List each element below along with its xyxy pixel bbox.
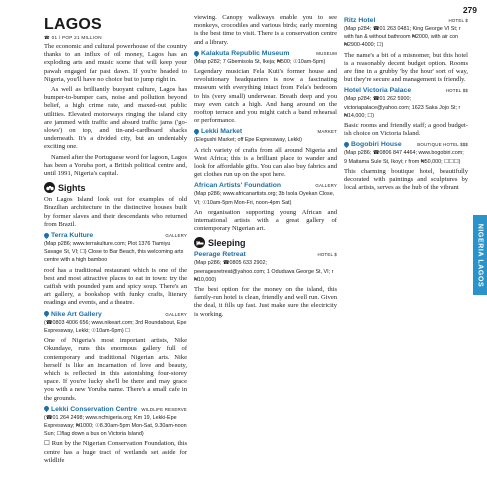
map-pin-icon — [344, 141, 350, 148]
chapter-side-tab — [473, 215, 487, 295]
sights-heading — [44, 182, 187, 193]
column-2 — [194, 14, 337, 479]
listing-description: ☐ Run by the Nigerian Conservation Foundation, this centre has a huge tract of wetlands set aside for wildlife — [44, 440, 187, 464]
listing-info: (Map p286; www.terrakulture.com; Plot 1376 Tiamiyu Savage St, VI; ☐) Close to Bar Beach, this welcoming arts centre with a high bamboo — [44, 241, 184, 264]
chapter-side-tab-label: NIGERIA LAGOS — [476, 223, 484, 287]
continued-text: viewing. Canopy walkways enable you to see monkeys, crocodiles and various birds; early morning is the best time to visit. There is a conservation centre and a library. — [194, 14, 337, 46]
listing-description: Legendary musician Fela Kuti's former house and revolutionary headquarters is now a fascinating museum with everything intact from Fela's bedroom to his (very small) underwear. Breath deep and you may even catch a high. And hang around on the rooftop terrace and you might catch a band rehearsal or performance. — [194, 68, 337, 125]
listing-category: GALLERY — [315, 183, 337, 189]
listing-name[interactable]: Peerage Retreat — [194, 251, 246, 259]
listing-description: One of Nigeria's most important artists, Nike Okundaye, runs this enormous gallery full of contemporary and traditional Nigerian arts. Nike herself is like an incarnation of love and beauty, which is reflected in this astonishing four-storey space. If you're lucky she'll be there and may grace you with a new Yoruba name. There's a small cafe in the grounds. — [44, 337, 187, 402]
listing-description: Basic rooms and friendly staff; a good budget-ish choice on Victoria Island. — [344, 122, 468, 138]
listing-description: roof has a traditional restaurant which is one of the best and most attractive places to eat in town: try the catfish with pounded yam and spicy soup. There's an art gallery, a bookshop with funky crafts, literary readings and events, and a theatre. — [44, 266, 187, 307]
listing-info: (Map p282; 7 Gbemisola St, Ikeja; ₦500; ☉10am-5pm) — [194, 58, 326, 65]
listing — [44, 232, 187, 308]
listing-name[interactable]: Lekki Conservation Centre — [44, 406, 137, 414]
map-pin-icon — [44, 310, 50, 317]
listing-category: GALLERY — [165, 311, 187, 317]
listing-name[interactable]: Kalakuta Republic Museum — [194, 50, 289, 58]
listing — [194, 251, 337, 318]
listing-category: GALLERY — [165, 233, 187, 239]
listing-description: The best option for the money on the island, this family-run hotel is clean, friendly and well run. Given the deal, it fills up fast. Just make sure the electricity is working. — [194, 286, 337, 318]
listing-description: The name's a bit of a misnomer, but this hotel is a reasonably decent budget option. Rooms are fine in a grubby 'by the hour' sort of way, but they're secure and management is friendly. — [344, 51, 468, 84]
listing-name[interactable]: Nike Art Gallery — [44, 311, 102, 319]
binoculars-icon — [44, 182, 55, 193]
listing-info: (Elegushi Market; off Epe Expressway, Lekki) — [194, 137, 302, 144]
bed-icon — [194, 237, 205, 248]
intro-paragraph: The economic and cultural powerhouse of the country thanks to an influx of oil money, Lagos has an exploding arts and music scene that will keep your pawah engaged far past dawn. If you're headed to Nigeria, you'll have no choice but to jump right in. — [44, 43, 187, 83]
listing-info: (Map p286; www.africanartists.org; 3b Isola Oyekan Close, VI; ☉10am-5pm Mon-Fri, noon-4pm Sat) — [194, 191, 335, 206]
listing-name[interactable]: African Artists' Foundation — [194, 182, 282, 190]
listing-category: HOTEL $ — [317, 252, 337, 258]
listing-info: (Map p286; ☎0806 847 4464; www.bogobiri.com; 9 Maitama Sule St, Ikoyi; r from ₦50,000; ☐☐☐) — [344, 150, 464, 165]
listing-info: (Map p286; ☎0805 633 2902; peeragesretreat@yahoo.com; 1 Oduduwa George St, VI; r ₦10,000) — [194, 260, 334, 283]
listing-info: (☎01 264 2498; www.ncfnigeria.org; Km 19, Lekki-Epe Expressway; ₦1000; ☉8.30am-5pm Mon-Sat, 9.30am-noon Sun; ☐flag down a bus on Victoria Island) — [44, 414, 187, 438]
column-3 — [344, 14, 468, 479]
listing-category: MARKET — [317, 129, 337, 135]
page-number: 279 — [462, 5, 477, 15]
intro-paragraph: Named after the Portuguese word for lagoon, Lagos has been a Yoruba port, a British political centre and, until 1991, Nigeria's capital. — [44, 153, 187, 178]
listing-info: (☎0803 4006 656; www.nikeart.com; 3rd Roundabout, Epe Expressway, Lekki; ☉10am-6pm) ☐ — [44, 319, 187, 334]
listing-name[interactable]: Hotel Victoria Palace — [344, 87, 412, 95]
listing — [194, 50, 337, 126]
listing — [344, 141, 468, 192]
map-pin-icon — [44, 405, 50, 412]
sights-title: Sights — [58, 182, 86, 193]
listing — [344, 87, 468, 138]
listing-name[interactable]: Bogobiri House — [344, 141, 402, 149]
listing-category: HOTEL $$ — [445, 88, 468, 94]
listing-category: MUSEUM — [316, 50, 337, 56]
listing-category: HOTEL $ — [448, 18, 468, 23]
city-title: LAGOS — [44, 16, 102, 33]
map-pin-icon — [194, 128, 200, 135]
listing-name[interactable]: Ritz Hotel — [344, 17, 376, 24]
listing-description: A rich variety of crafts from all around Nigeria and West Africa; this is a brilliant place to wander and look for affordable gifts. You can also buy fabrics and get clothes run up on the spot here. — [194, 146, 337, 179]
listing — [44, 406, 187, 465]
listing — [194, 182, 337, 233]
listing — [344, 17, 468, 84]
listing-name[interactable]: Terra Kulture — [44, 232, 93, 240]
listing-description: An organisation supporting young African and international artists with a great gallery of contemporary Nigerian art. — [194, 208, 337, 233]
listing — [194, 128, 337, 179]
listing-category: WILDLIFE RESERVE — [141, 406, 187, 412]
population-line: ☎ 01 / POP 21 MILLION — [44, 35, 102, 40]
listing-info: (Map p284; ☎01 263 0481; King George VI St; r with fan & without bathroom ₦2000, with air con ₦2900-4000; ☐) — [344, 26, 461, 49]
sights-intro: On Lagos Island look out for examples of old Brazilian architecture in the distinctive houses built by former slaves and their descendants who returned from Brazil. — [44, 196, 187, 228]
map-pin-icon — [44, 232, 50, 239]
listing-name[interactable]: Lekki Market — [194, 128, 242, 136]
intro-paragraph: As well as brilliantly buoyant culture, Lagos has bumper-to-bumper cars, noise and pollution beyond belief, a high crime rate, and maxed-out public utilities. Elevated motorways ringing the island city are jammed with traffic and absurd traffic jams ('go-slows') on top, and tin-and-cardboard shacks underneath. It's a divided city, but an undeniably exciting one. — [44, 86, 187, 151]
sleeping-title: Sleeping — [208, 237, 246, 248]
listing — [44, 311, 187, 403]
listing-info: (Map p284; ☎01 262 5900; victoriapalace@yahoo.com; 1623 Saka Jojo St; r ₦14,000; ☐) — [344, 96, 461, 119]
map-pin-icon — [194, 49, 200, 56]
listing-category: BOUTIQUE HOTEL $$$ — [417, 142, 468, 148]
sleeping-heading — [194, 237, 337, 248]
column-1 — [44, 14, 187, 479]
listing-description: This charming boutique hotel, beautifully decorated with paintings and sculptures by local artists, serves as the hub of the vibrant — [344, 167, 468, 192]
